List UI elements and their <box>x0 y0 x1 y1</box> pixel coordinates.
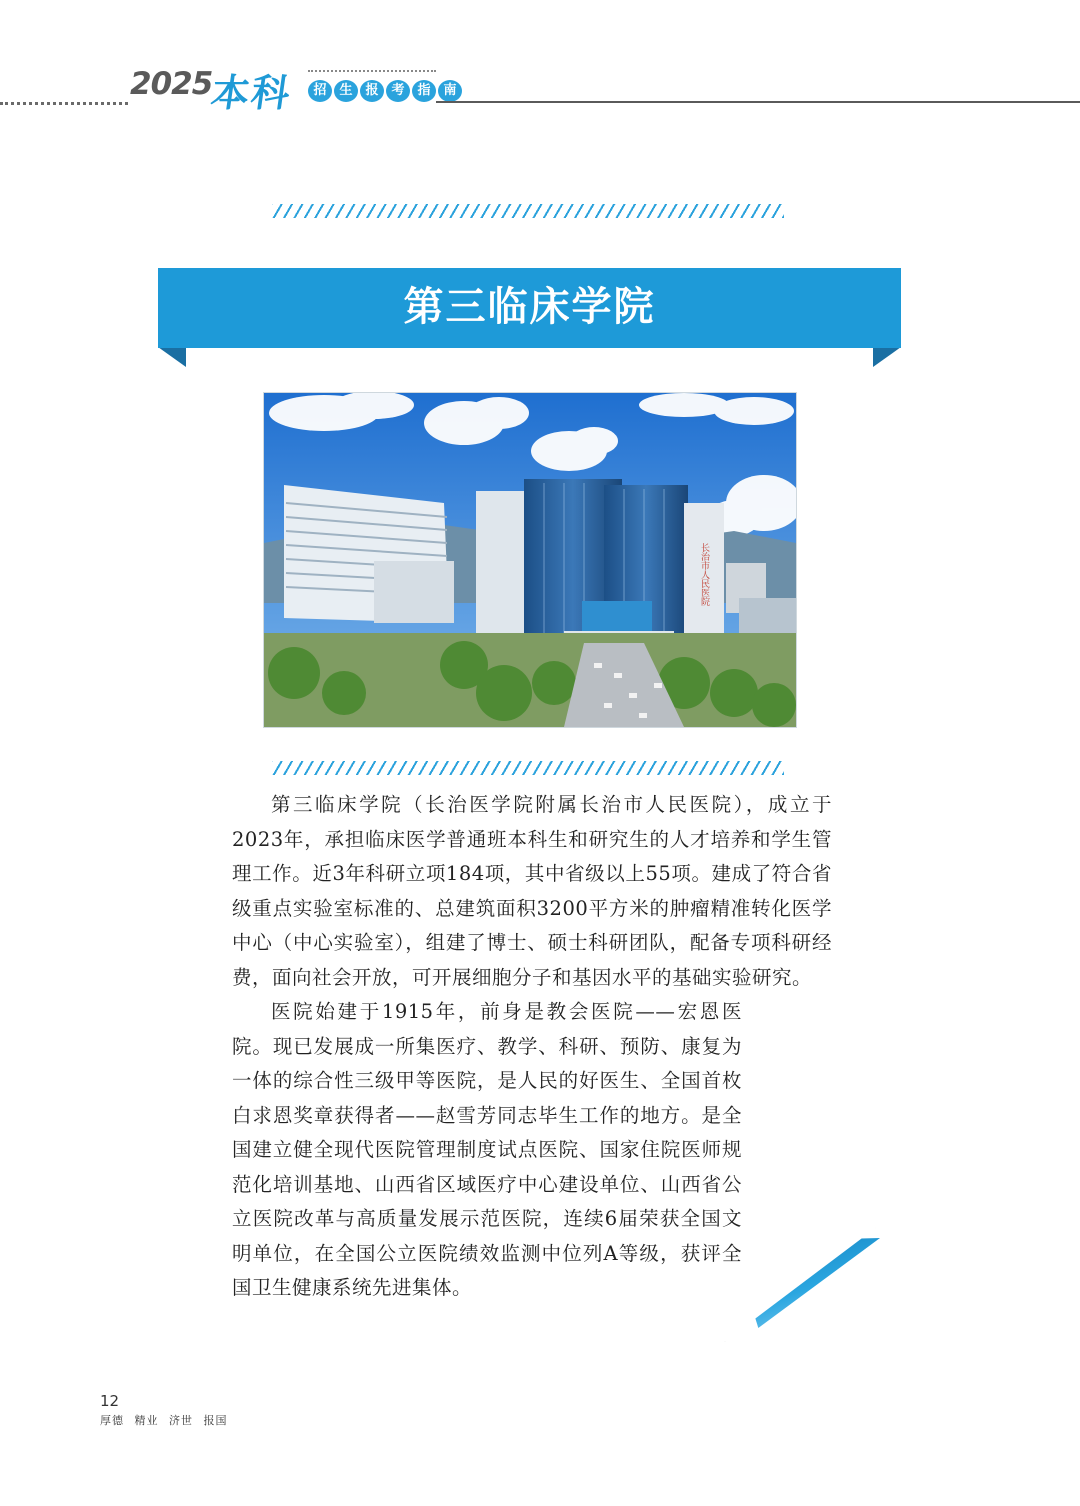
footer-motto: 厚德 精业 济世 报国 <box>100 1414 228 1427</box>
page-header <box>0 60 1080 115</box>
header-year: 2025 <box>130 66 213 102</box>
header-subtitle-char: 招 <box>308 80 332 102</box>
header-title: 本科 <box>208 71 295 115</box>
section-banner <box>158 268 901 348</box>
header-subtitle-char: 生 <box>334 80 358 102</box>
section-title: 第三临床学院 <box>403 283 656 330</box>
header-subtitle-char: 考 <box>386 80 410 102</box>
header-subtitle-char: 指 <box>412 80 436 102</box>
banner-fold-left <box>158 347 186 367</box>
page-number: 12 <box>100 1392 120 1410</box>
hospital-photo <box>263 392 797 728</box>
banner-fold-right <box>873 347 901 367</box>
header-dotted-line-2 <box>308 70 436 72</box>
header-dotted-line <box>0 102 128 105</box>
header-rule <box>436 101 1080 103</box>
header-subtitle-char: 报 <box>360 80 384 102</box>
header-subtitle-char: 南 <box>438 80 462 102</box>
decorative-slashes-top <box>272 204 784 218</box>
paragraph-2: 医院始建于1915年，前身是教会医院——宏恩医院。现已发展成一所集医疗、教学、科研、预防、康复为一体的综合性三级甲等医院，是人民的好医生、全国首枚白求恩奖章获得者——赵雪芳同志毕生工作的地方。是全国建立健全现代医院管理制度试点医院、国家住院医师规范化培训基地、山西省区域医疗中心建设单位、山西省公立医院改革与高质量发展示范医院，连续6届荣获全国文明单位，在全国公立医院绩效监测中位列A等级，获评全国卫生健康系统先进集体。 <box>232 1000 742 1299</box>
header-subtitle <box>308 80 462 102</box>
body-text <box>232 788 832 1306</box>
paragraph-1: 第三临床学院（长治医学院附属长治市人民医院），成立于2023年，承担临床医学普通班本科生和研究生的人才培养和学生管理工作。近3年科研立项184项，其中省级以上55项。建成了符合省级重点实验室标准的、总建筑面积3200平方米的肿瘤精准转化医学中心（中心实验室），组建了博士、硕士科研团队，配备专项科研经费，面向社会开放，可开展细胞分子和基因水平的基础实验研究。 <box>232 793 832 989</box>
decorative-slashes-middle <box>272 761 784 775</box>
svg-text:长治市人民医院: 长治市人民医院 <box>699 543 709 606</box>
